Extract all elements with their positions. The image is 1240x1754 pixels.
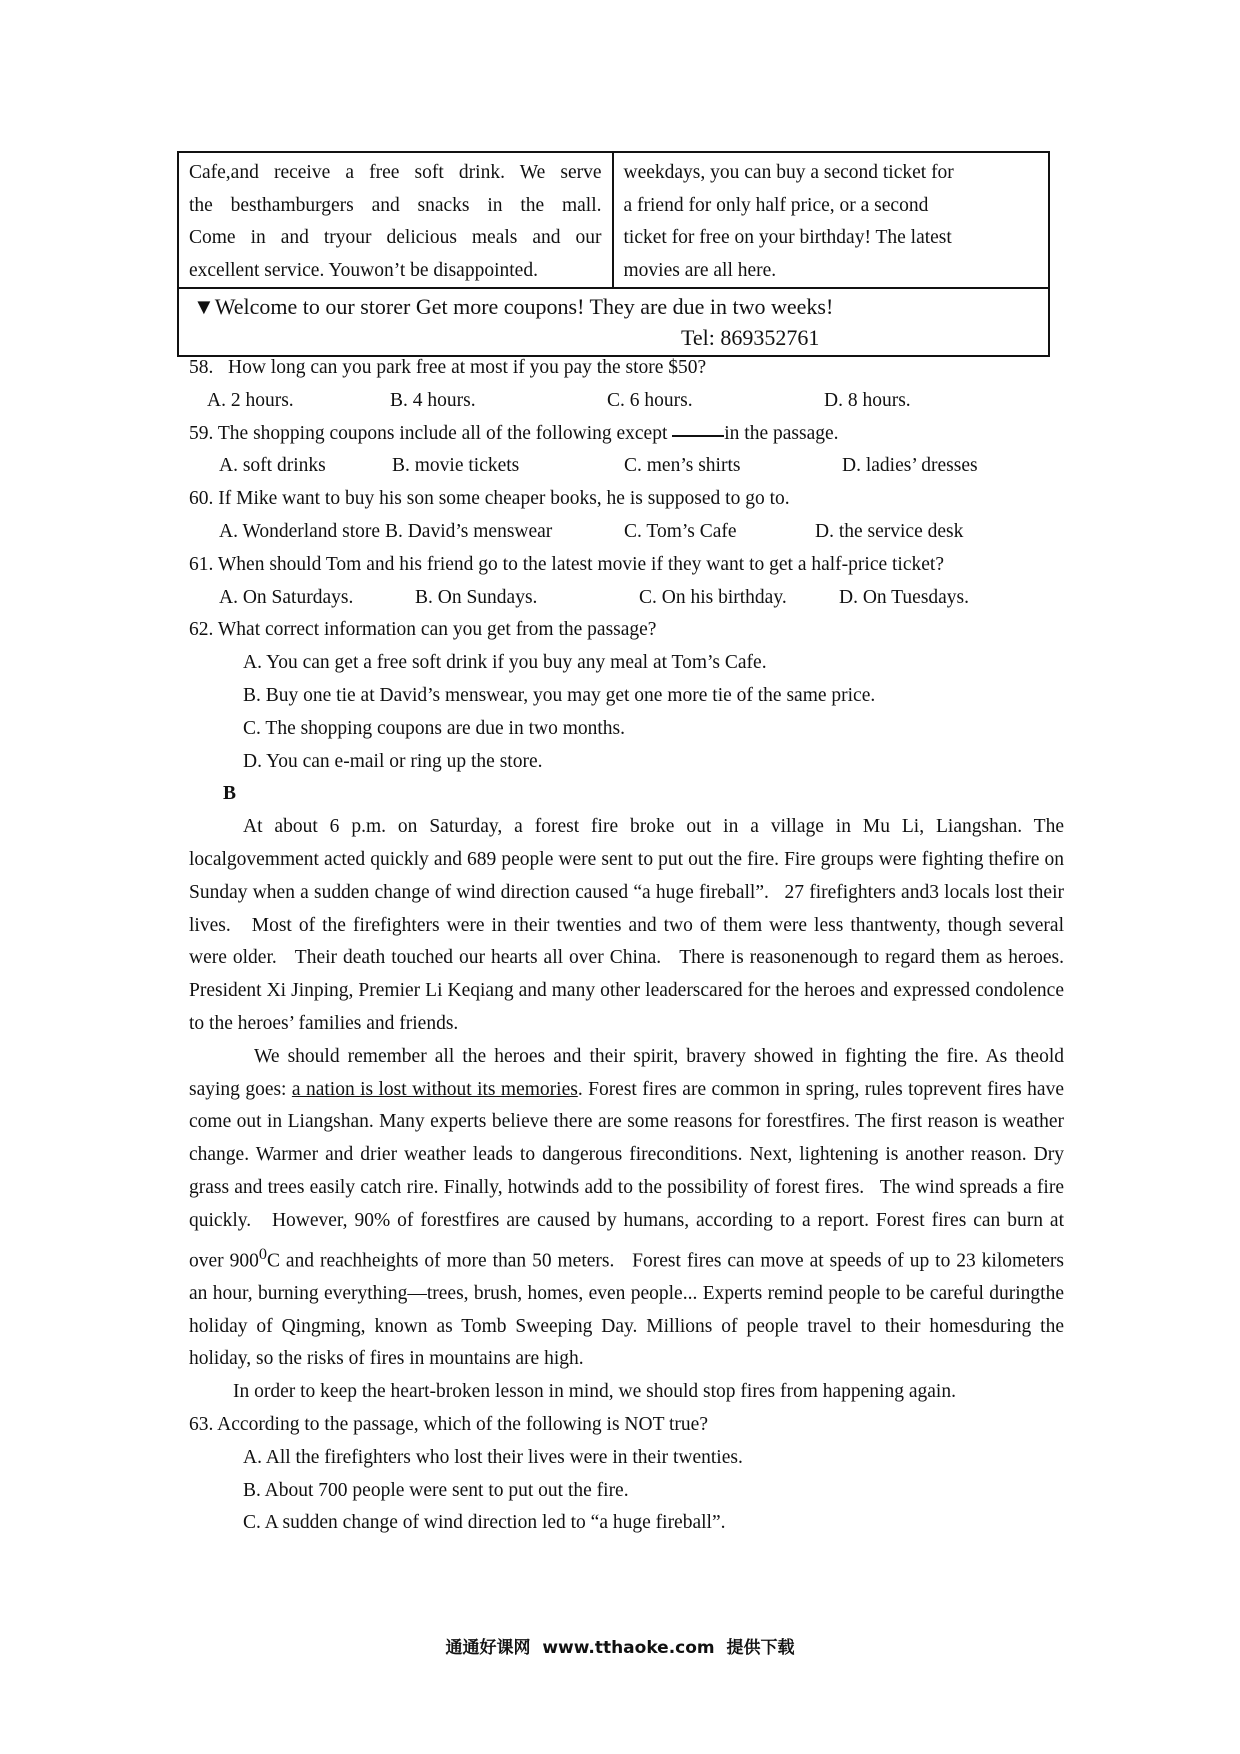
ad-text-line: Come in and tryour delicious meals and our	[189, 227, 602, 248]
option-a: A. You can get a free soft drink if you buy any meal at Tom’s Cafe.	[243, 652, 767, 674]
option-c: C. A sudden change of wind direction led to “a huge fireball”.	[243, 1512, 726, 1534]
answer-blank	[672, 435, 724, 437]
question-60: 60. If Mike want to buy his son some cheaper books, he is supposed to go to.	[189, 488, 790, 510]
question-58: 58. How long can you park free at most if you pay the store $50?	[189, 357, 707, 378]
question-61-options	[189, 582, 1064, 615]
coupon-ad-table	[177, 151, 1050, 357]
option-a: A. On Saturdays.	[219, 586, 354, 608]
ad-text-line: weekdays, you can buy a second ticket for	[623, 162, 954, 183]
passage-text: . Forest fires are common in spring, rules toprevent fires have come out in Liangshan. Many experts believe there are some reasons for forestfires. The first reason is weather change. Warmer and drier weather leads to dangerous fireconditions. Next, lightening is another reason. Dry grass and trees easily catch rire. Finally, hotwinds add to the possibility of forest fires. The wind spreads a fire quickly. However, 90% of forestfires are caused by humans, according to a report. Forest fires can burn at over 900	[189, 1078, 1064, 1272]
option-c: C. men’s shirts	[624, 455, 741, 477]
question-59	[189, 418, 1064, 451]
question-59-options	[189, 450, 1064, 483]
option-c: C. On his birthday.	[639, 586, 787, 608]
option-a: A. 2 hours.	[207, 389, 294, 411]
underlined-quote: a nation is lost without its memories	[291, 1078, 578, 1100]
option-b: B. movie tickets	[392, 455, 520, 477]
ad-footer	[179, 287, 1048, 355]
passage-paragraph-2	[189, 1041, 1064, 1376]
option-c: C. The shopping coupons are due in two months.	[243, 717, 626, 739]
ad-text-line: a friend for only half price, or a second	[623, 194, 929, 216]
option-b: B. On Sundays.	[415, 586, 538, 608]
question-59-stem-end: in the passage.	[724, 422, 839, 444]
passage-text: C and reachheights of more than 50 meters. Forest fires can move at speeds of up to 23 kilometers an hour, burning everything—trees, brush, homes, even people... Experts remind people to be careful duringthe holiday of Qingming, known as Tomb Sweeping Day. Millions of people travel to their homesduring the holiday, so the risks of fires in mountains are high.	[189, 1250, 1064, 1370]
tom-cafe-coupon	[179, 153, 614, 287]
passage-paragraph-3: In order to keep the heart-broken lesson in mind, we should stop fires from happening again.	[233, 1381, 956, 1403]
ad-row	[179, 153, 1048, 287]
question-58-options	[189, 385, 1064, 418]
option-a-b: A. Wonderland store B. David’s menswear	[219, 520, 553, 542]
ad-text-line: the besthamburgers and snacks in the mall.	[189, 194, 602, 216]
page-footer-watermark: 通通好课网 www.tthaoke.com 提供下载	[445, 1638, 795, 1658]
question-63: 63. According to the passage, which of the following is NOT true?	[189, 1414, 708, 1435]
ad-text-line: excellent service. Youwon’t be disappointed.	[189, 259, 538, 281]
ad-telephone: Tel: 869352761	[681, 325, 820, 350]
option-c: C. Tom’s Cafe	[624, 520, 737, 542]
question-59-stem: 59. The shopping coupons include all of the following except	[189, 422, 673, 444]
section-b-heading: B	[223, 783, 237, 805]
ad-text-line: ticket for free on your birthday! The latest	[623, 227, 952, 248]
option-d: D. ladies’ dresses	[842, 455, 978, 477]
option-d: D. 8 hours.	[824, 389, 911, 411]
ad-text-line: movies are all here.	[623, 259, 777, 281]
cinema-coupon	[614, 153, 1049, 287]
question-60-options	[189, 516, 1064, 549]
option-d: D. the service desk	[815, 520, 964, 542]
option-b: B. Buy one tie at David’s menswear, you may get one more tie of the same price.	[243, 684, 876, 706]
option-d: D. You can e-mail or ring up the store.	[243, 750, 543, 772]
ad-text-line: Cafe,and receive a free soft drink. We serve	[189, 162, 602, 183]
option-c: C. 6 hours.	[607, 389, 693, 411]
option-b: B. 4 hours.	[390, 389, 476, 411]
option-a: A. soft drinks	[219, 455, 326, 477]
option-b: B. About 700 people were sent to put out the fire.	[243, 1479, 629, 1501]
question-61: 61. When should Tom and his friend go to the latest movie if they want to get a half-price ticket?	[189, 553, 944, 575]
questions-content	[189, 352, 1064, 1540]
ad-footer-text: ▼Welcome to our storer Get more coupons! They are due in two weeks!	[193, 294, 834, 319]
degree-superscript: 0	[258, 1244, 267, 1263]
question-62: 62. What correct information can you get from the passage?	[189, 619, 657, 641]
passage-paragraph-1: At about 6 p.m. on Saturday, a forest fire broke out in a village in Mu Li, Liangshan. The localgovemment acted quickly and 689 people were sent to put out the fire. Fire groups were fighting thefire on Sunday when a sudden change of wind direction caused “a huge fireball”. 27 firefighters and3 locals lost their lives. Most of the firefighters were in their twenties and two of them were less thantwenty, though several were older. Their death touched our hearts all over China. There is reasonenough to regard them as heroes. President Xi Jinping, Premier Li Keqiang and many other leaderscared for the heroes and expressed condolence to the heroes’ families and friends.	[189, 816, 1064, 1034]
option-a: A. All the firefighters who lost their lives were in their twenties.	[243, 1446, 743, 1468]
option-d: D. On Tuesdays.	[839, 586, 970, 608]
passage-text: We should remember all the heroes and their spirit, bravery showed in fighting the fire. As theold saying goes:	[189, 1045, 1064, 1100]
